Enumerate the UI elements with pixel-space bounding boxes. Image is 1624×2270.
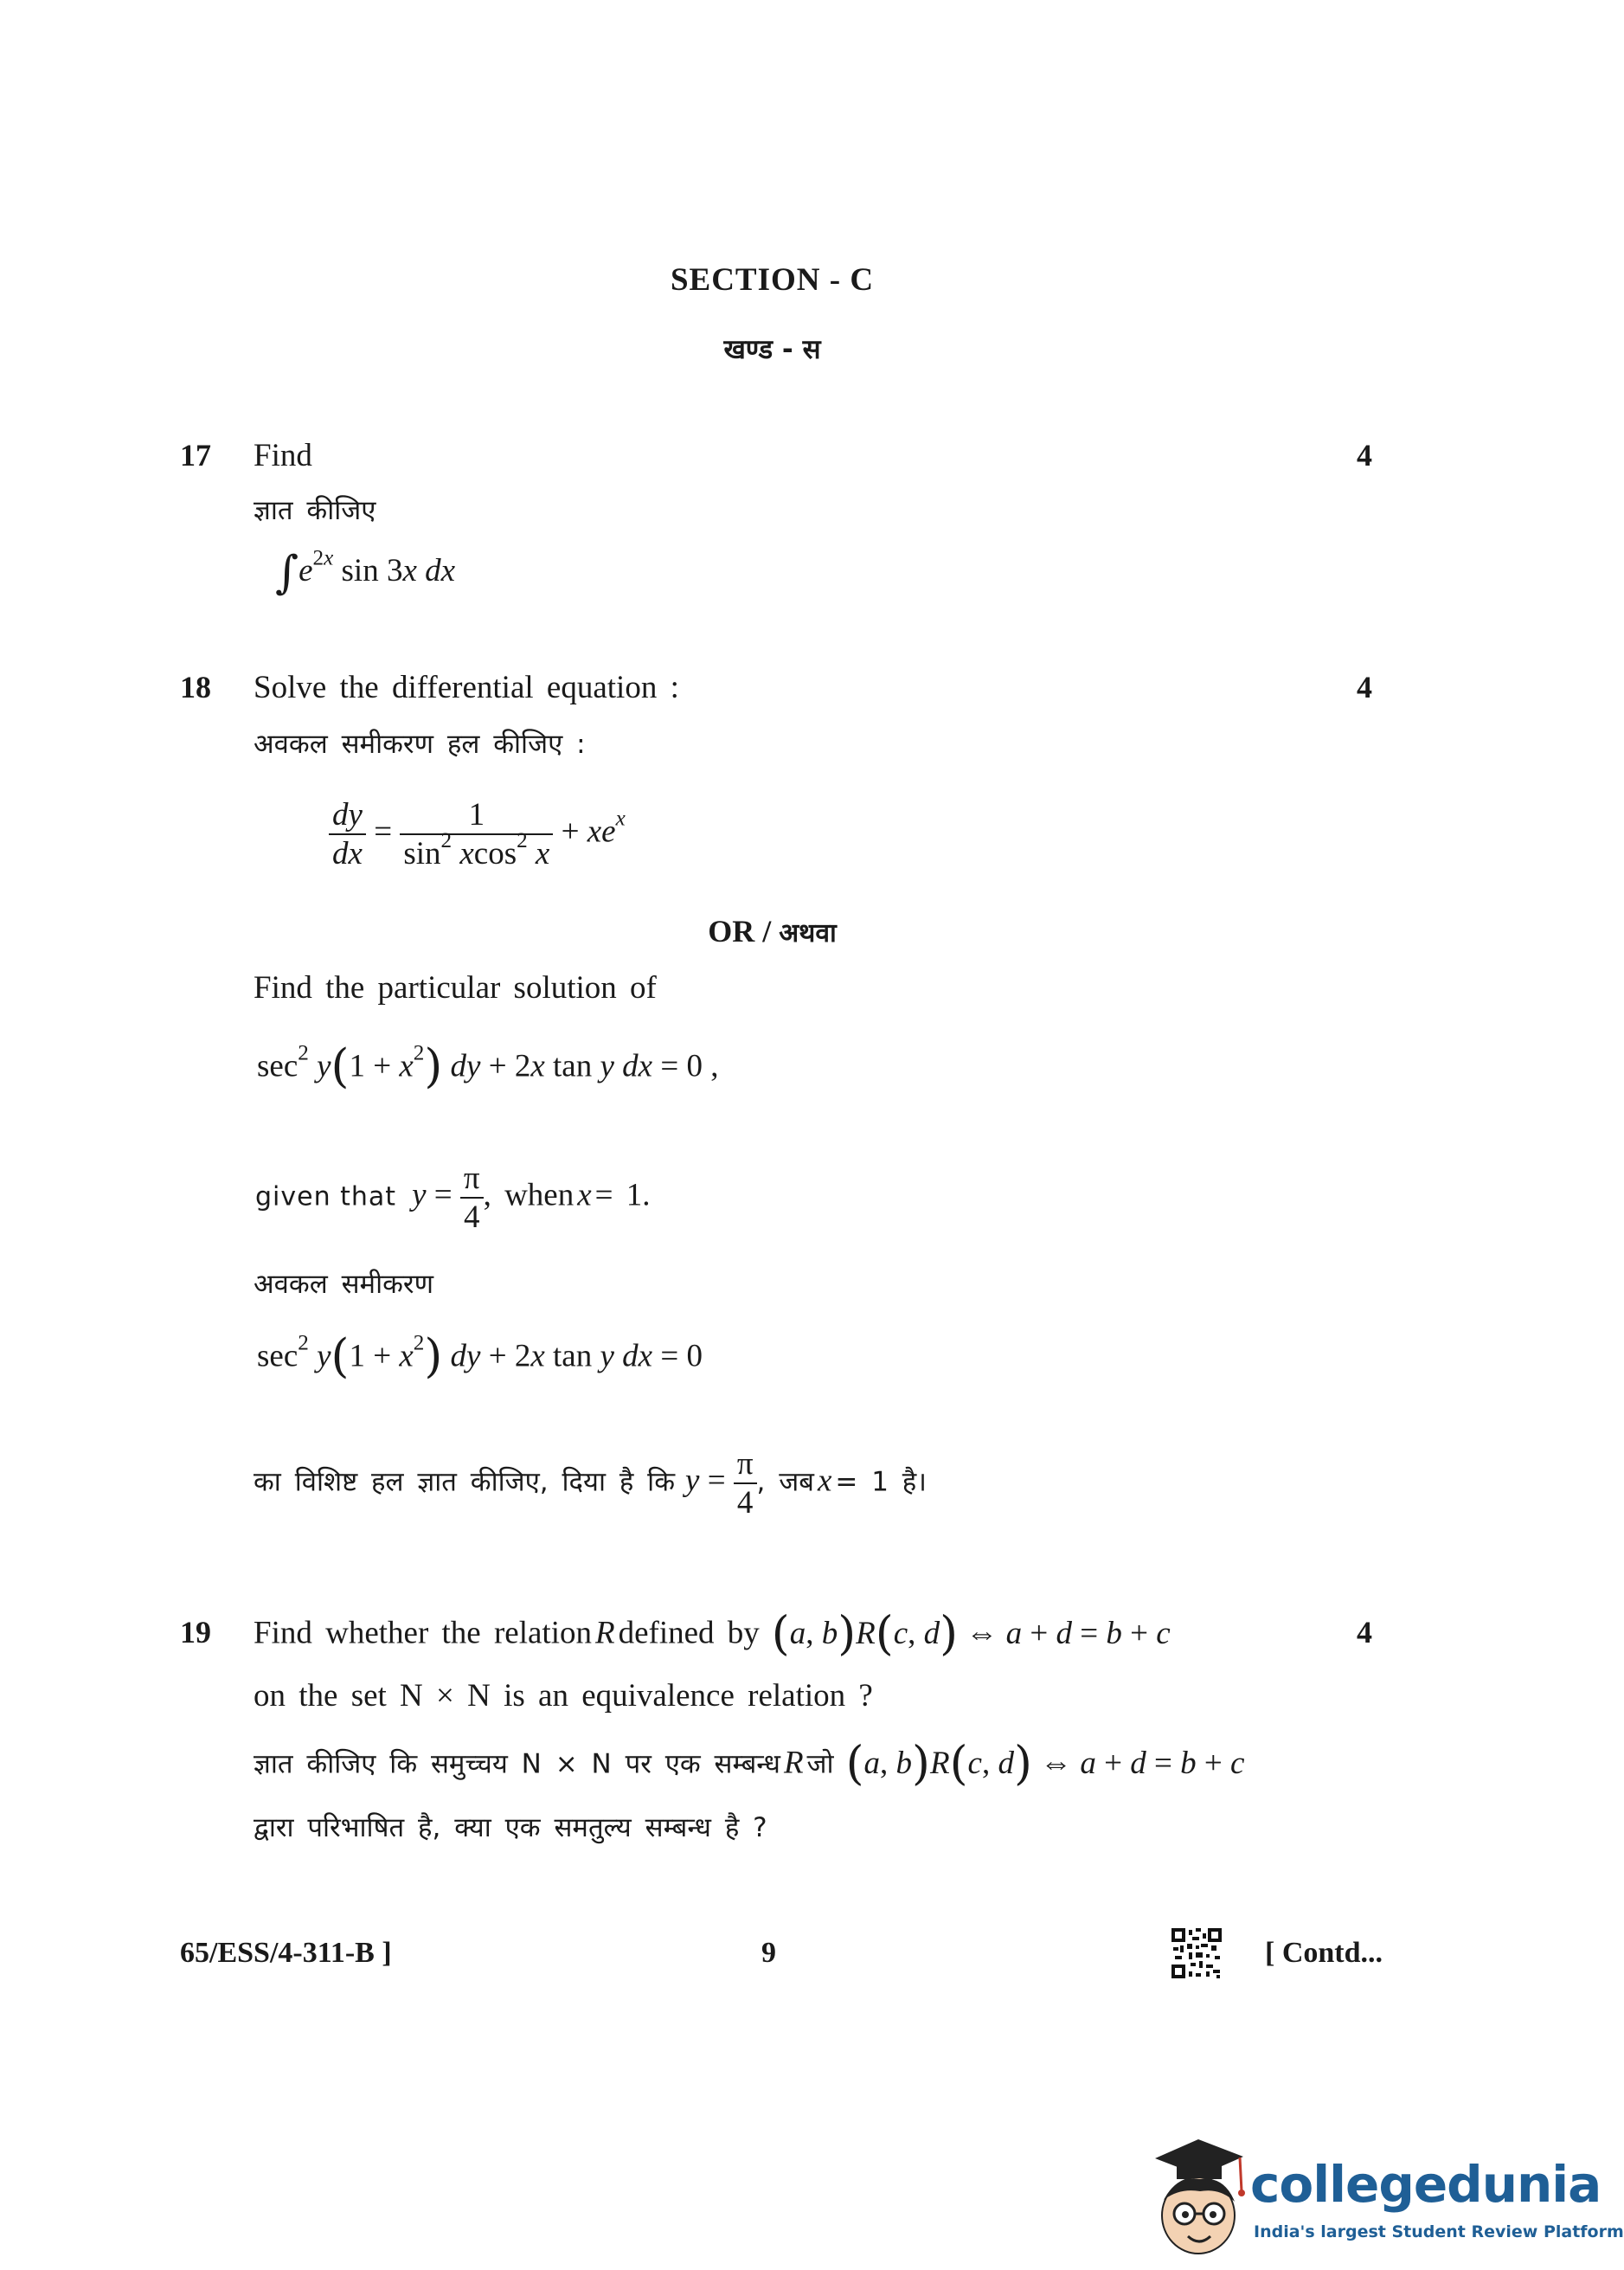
q18-alt-equation-hi: $\sec^2 y(1 + x^2)$ dy + 2x tan y dx = 0 — [257, 1328, 703, 1383]
q19-text-en-line2: on the set N × N is an equivalence relation ? — [254, 1678, 873, 1714]
student-mascot-icon — [1138, 2131, 1250, 2260]
q18-marks: 4 — [1357, 670, 1372, 704]
q17-marks: 4 — [1357, 438, 1372, 473]
q18-text-en: Solve the differential equation : — [254, 670, 679, 705]
or-label-hindi: अथवा — [779, 918, 837, 949]
q18-alt-text-hi: अवकल समीकरण — [254, 1269, 434, 1300]
q19-text-hi-line1: ज्ञात कीजिए कि समुच्चय N × N पर एक सम्बन्ध — [254, 1748, 780, 1780]
footer-code: 65/ESS/4-311-B ] — [180, 1937, 392, 1969]
brand-name: collegedunia — [1250, 2155, 1602, 2214]
brand-tagline: India's largest Student Review Platform — [1254, 2222, 1624, 2241]
given-that-text: given that — [255, 1181, 397, 1212]
q17-text-hi: ज्ञात कीजिए — [254, 495, 376, 526]
q18-alt-equation: $\sec^2 y(1 + x^2)$ dy + 2x tan y dx = 0 , — [257, 1039, 719, 1093]
q18-alt-text-en: Find the particular solution of — [254, 970, 657, 1006]
or-divider — [0, 913, 1544, 949]
section-title-hindi: खण्ड - स — [723, 334, 821, 365]
when-text: , when — [483, 1177, 574, 1213]
q19-text-en-defined: defined by — [618, 1615, 760, 1651]
question-number-19: 19 — [180, 1615, 211, 1649]
cond-x-value: = 1. — [594, 1177, 651, 1213]
q17-integral: $\int e^{2x}$ sin 3x dx — [275, 546, 456, 599]
q18-text-hi: अवकल समीकरण हल कीजिए : — [254, 729, 586, 760]
q19-hindi-line1: ज्ञात कीजिए कि समुच्चय N × N पर एक सम्बन्ध R जो (a, b)R(c, d) ⇔ a + d = b + c — [254, 1735, 1245, 1790]
q18-hindi-condition: का विशिष्ट हल ज्ञात कीजिए, दिया है कि y = $\frac{\pi}{4}$ , जब x = 1 है। — [254, 1446, 927, 1521]
footer-contd: [ Contd... — [1265, 1937, 1383, 1969]
q19-text-en-line1: Find whether the relation — [254, 1615, 592, 1651]
q17-text-en: Find — [254, 438, 312, 473]
question-number-18: 18 — [180, 670, 211, 704]
collegedunia-logo — [1138, 2131, 1624, 2260]
q19-text-hi-line2: द्वारा परिभाषित है, क्या एक समतुल्य सम्बन्ध है ? — [254, 1812, 767, 1843]
q18-equation: $\frac{dy}{dx}$ = $\frac{1}{\sin^2 xcos^2 x}$ + $xe^x$ — [329, 796, 626, 872]
hindi-cond-when: , जब — [756, 1466, 814, 1498]
q19-marks: 4 — [1357, 1615, 1372, 1649]
q19-text-hi-jo: जो — [806, 1748, 834, 1780]
hindi-cond-value: = 1 है। — [835, 1466, 927, 1498]
or-label: OR — [708, 914, 755, 949]
or-slash: / — [762, 914, 772, 949]
footer-page-number: 9 — [761, 1937, 776, 1969]
section-title: SECTION - C — [670, 262, 875, 298]
qr-code-icon — [1170, 1926, 1223, 1984]
hindi-cond-prefix: का विशिष्ट हल ज्ञात कीजिए, दिया है कि — [254, 1466, 676, 1498]
question-number-17: 17 — [180, 438, 211, 473]
q18-given-condition: given that y = $\frac{\pi}{4}$ , when x = 1. — [255, 1161, 651, 1235]
q19-line1: Find whether the relation R defined by (a, b)R(c, d) ⇔ a + d = b + c — [254, 1605, 1171, 1660]
